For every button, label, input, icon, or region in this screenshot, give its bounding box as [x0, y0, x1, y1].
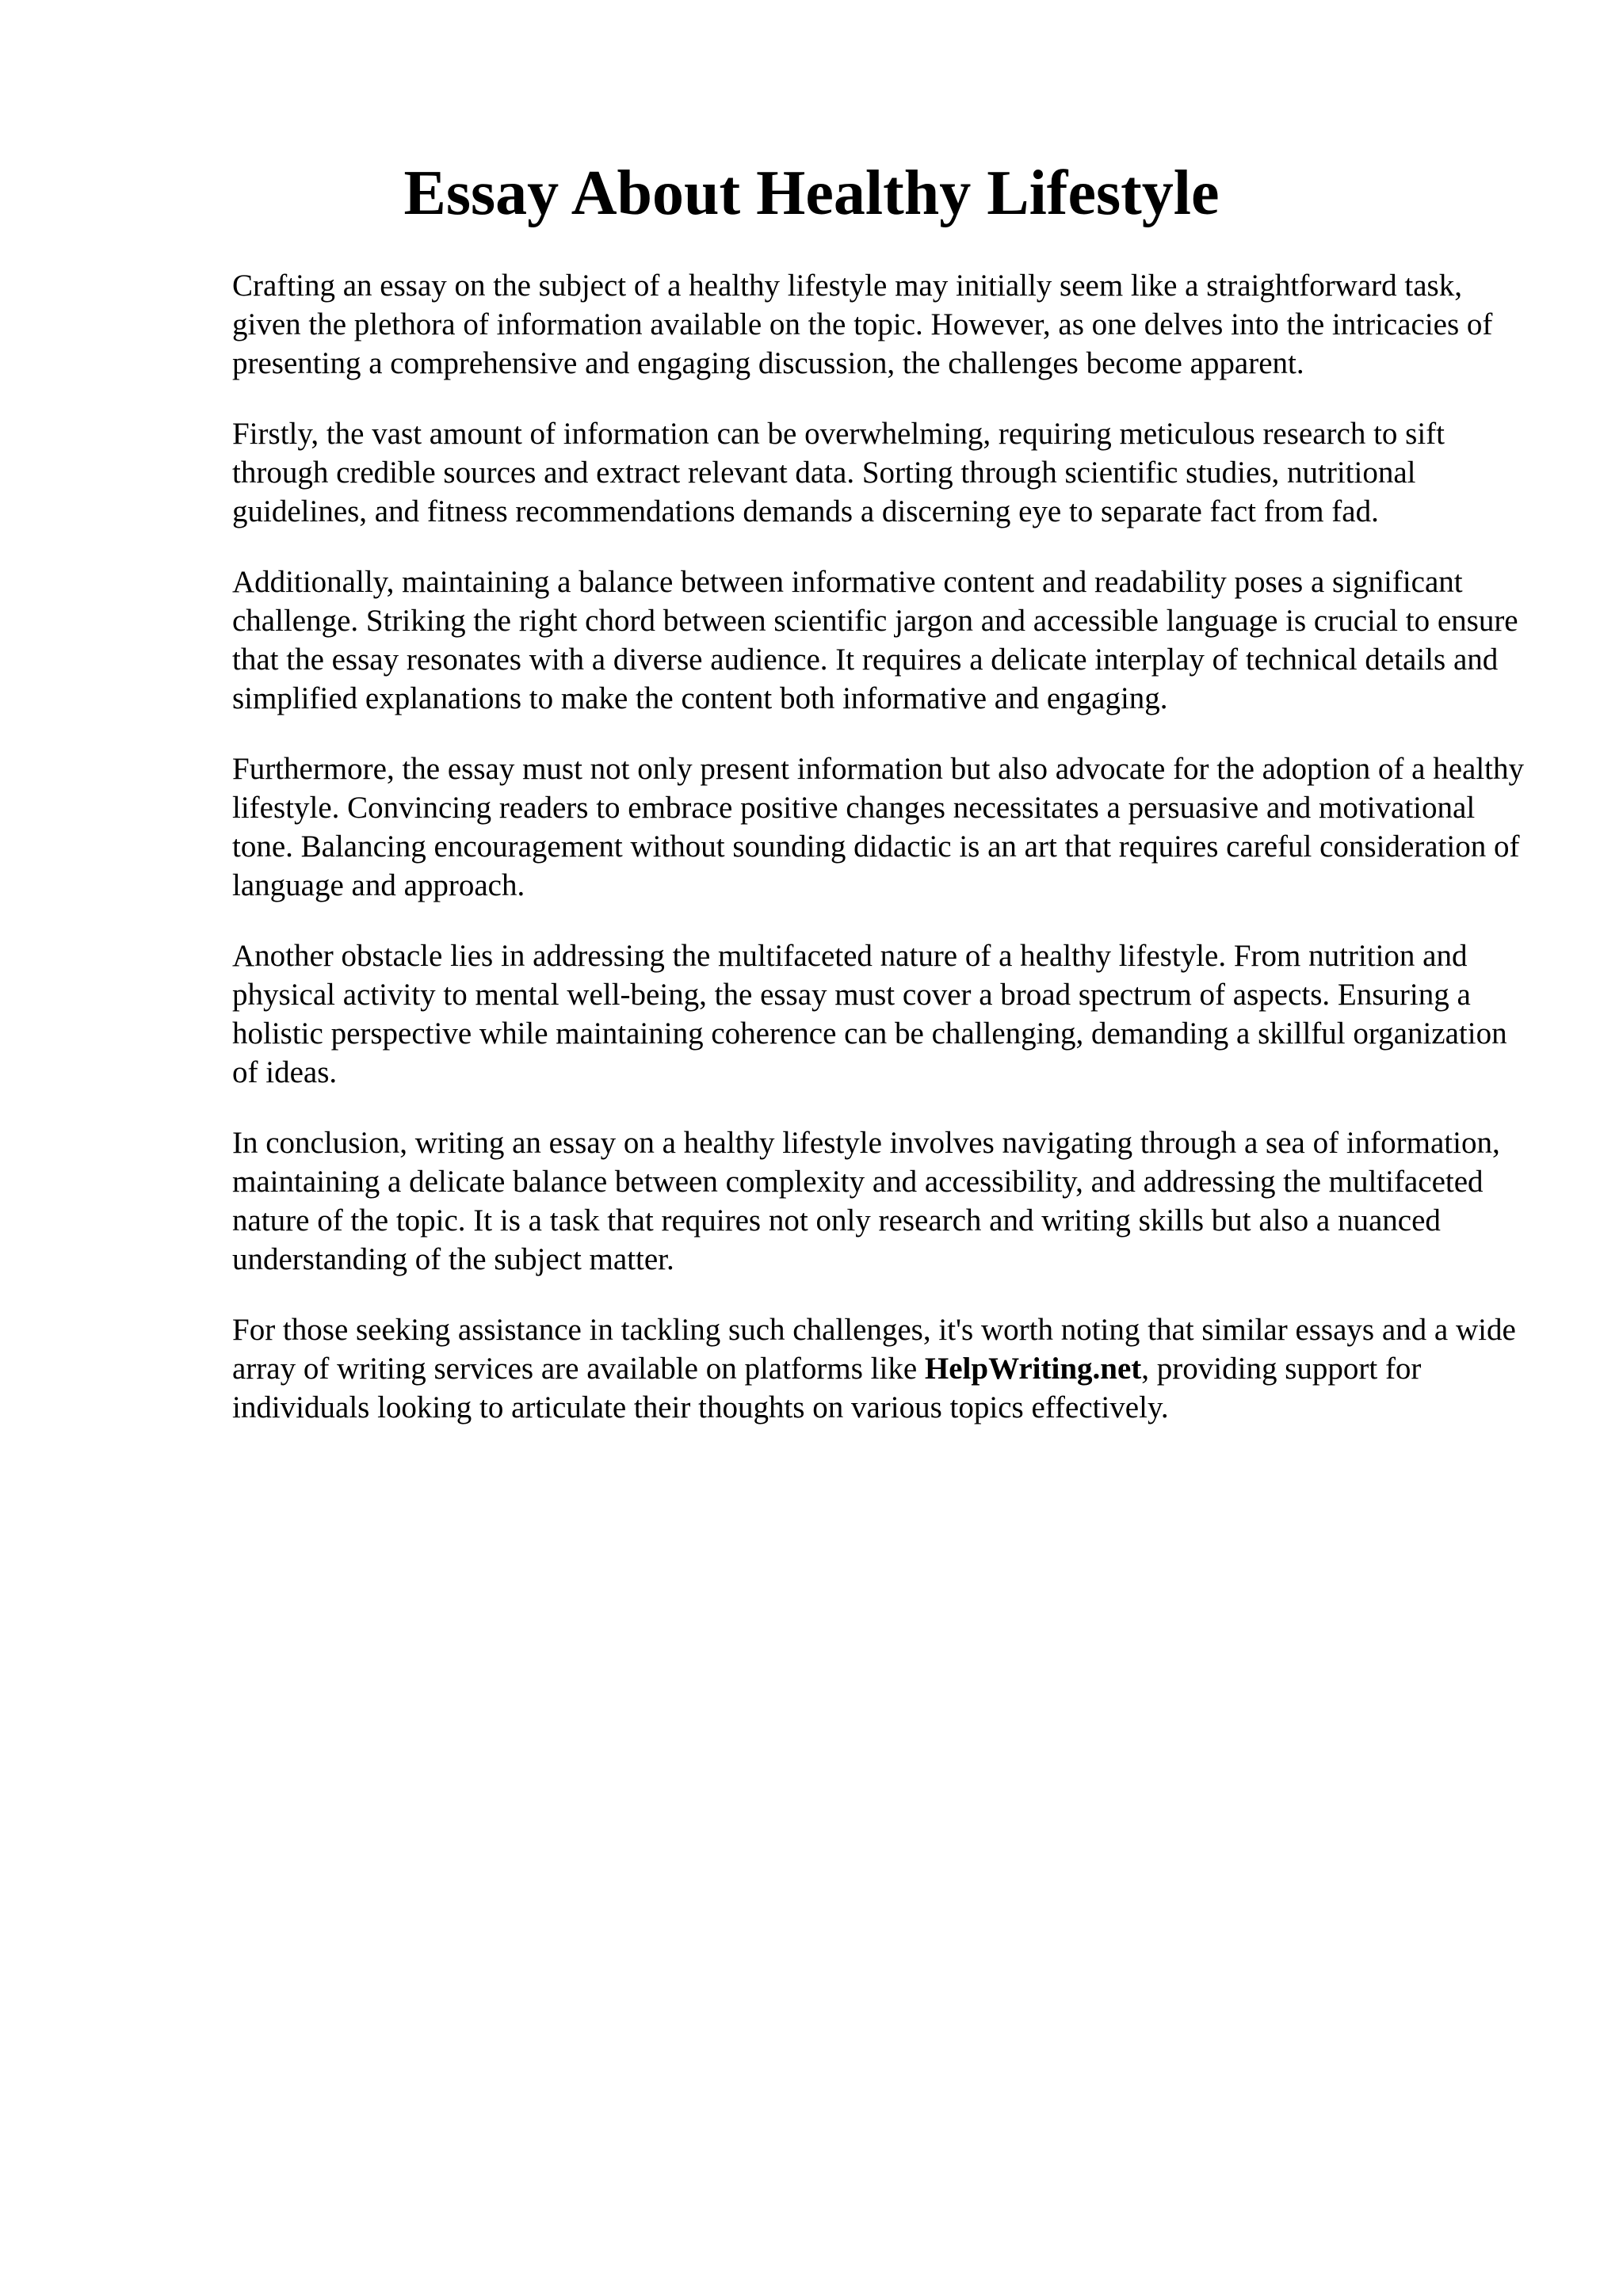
page-title: Essay About Healthy Lifestyle — [403, 158, 1220, 228]
paragraph-intro: Crafting an essay on the subject of a healthy lifestyle may initially seem like a straightforward task, given the plethora of information available on the topic. However, as one delves into the intricacies of presenting a comprehensive and engaging discussion, the challenges become apparent. — [232, 269, 1493, 380]
helpwriting-link[interactable]: HelpWriting.net — [924, 1352, 1142, 1386]
paragraph-advocacy: Furthermore, the essay must not only present information but also advocate for the adoption of a healthy lifestyle. Convincing readers to embrace positive changes necessitates a persuasive and motivational tone. Balancing encouragement without sounding didactic is an art that requires careful consideration of language and approach. — [232, 752, 1525, 902]
essay-body — [232, 266, 1532, 1459]
assistance-text-before-link: For those seeking assistance in tackling such challenges, it's worth noting that similar essays and a wide array of writing services are available on platforms like — [232, 1313, 1516, 1386]
assistance-text-after-link: , providing support for individuals looking to articulate their thoughts on various topics effectively. — [232, 1352, 1422, 1425]
paragraph-assistance — [232, 1310, 1532, 1427]
paragraph-conclusion: In conclusion, writing an essay on a healthy lifestyle involves navigating through a sea of information, maintaining a delicate balance between complexity and accessibility, and addressing the multifaceted nature of the topic. It is a task that requires not only research and writing skills but also a nuanced understanding of the subject matter. — [232, 1126, 1500, 1276]
paragraph-balance-readability: Additionally, maintaining a balance between informative content and readability poses a significant challenge. Striking the right chord between scientific jargon and accessible language is crucial to ensure that the essay resonates with a diverse audience. It requires a delicate interplay of technical details and simplified explanations to make the content both informative and engaging. — [232, 565, 1518, 715]
paragraph-information-volume: Firstly, the vast amount of information can be overwhelming, requiring meticulous research to sift through credible sources and extract relevant data. Sorting through scientific studies, nutritional guidelines, and fitness recommendations demands a discerning eye to separate fact from fad. — [232, 417, 1445, 528]
paragraph-multifaceted-nature: Another obstacle lies in addressing the multifaceted nature of a healthy lifestyle. From nutrition and physical activity to mental well-being, the essay must cover a broad spectrum of aspects. Ensuring a holistic perspective while maintaining coherence can be challenging, demanding a skillful organization of ideas. — [232, 939, 1507, 1089]
